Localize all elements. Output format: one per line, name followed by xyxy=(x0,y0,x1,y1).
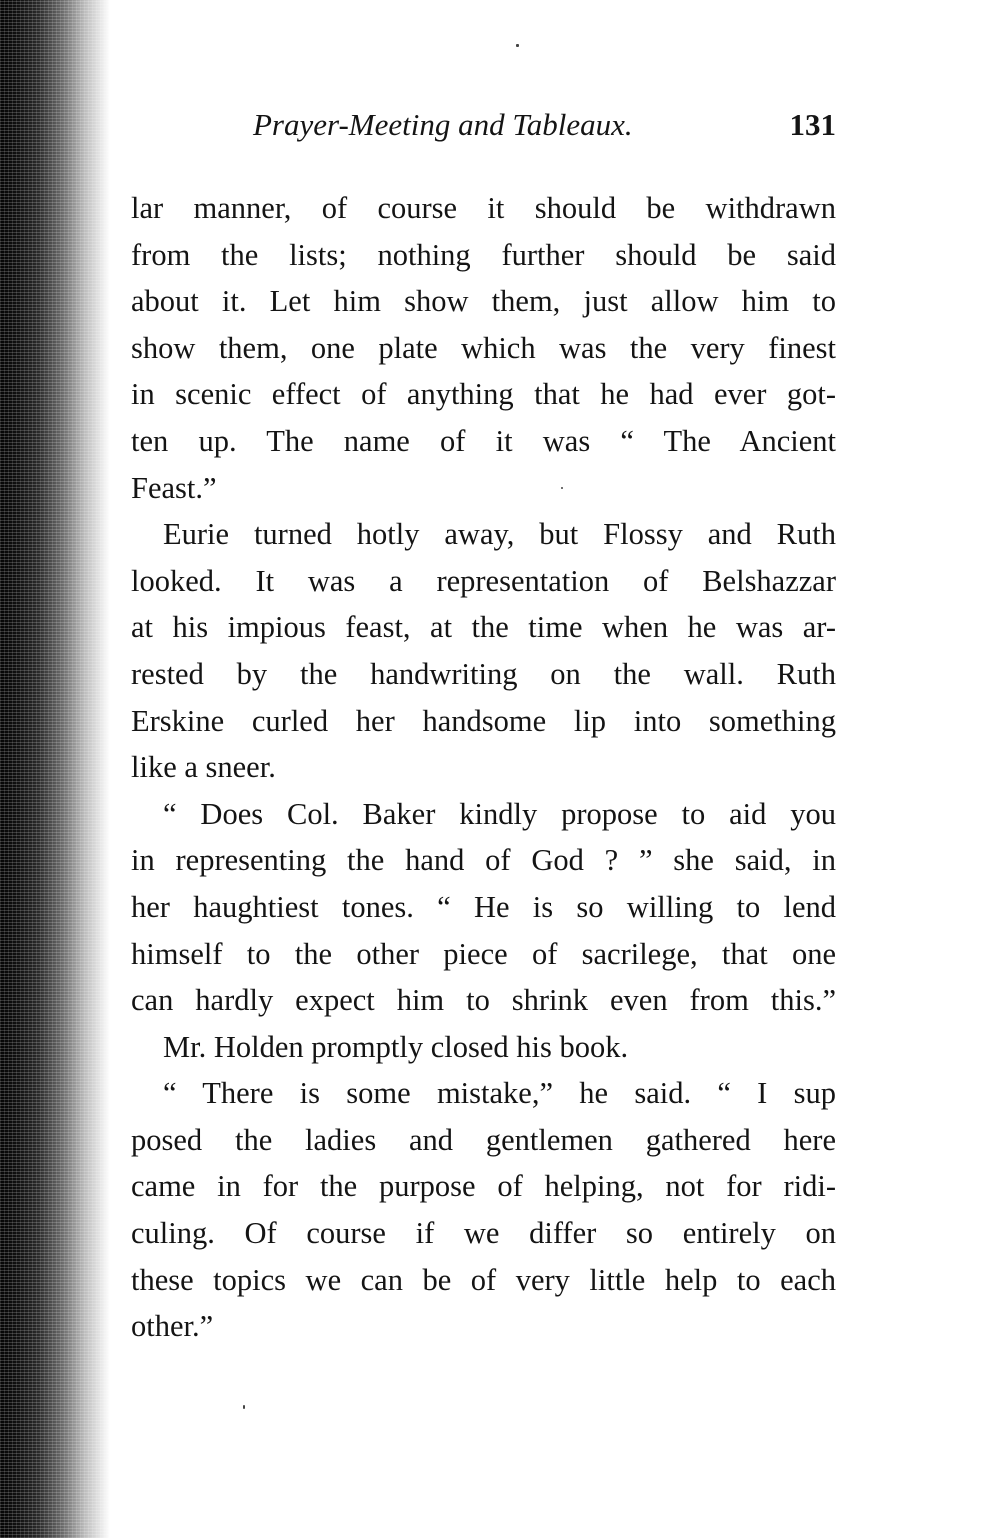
print-speck xyxy=(561,487,563,489)
print-speck xyxy=(243,1405,245,1409)
binding-shadow xyxy=(0,0,110,1538)
paragraph xyxy=(131,1070,836,1350)
text-line: Feast.” xyxy=(131,470,217,505)
body-text xyxy=(131,185,836,1350)
paragraph xyxy=(131,511,836,791)
text-line: show them, one plate which was the very finest xyxy=(131,330,836,365)
text-line: “ There is some mistake,” he said. “ I sup xyxy=(163,1076,836,1111)
page-number: 131 xyxy=(789,107,836,142)
text-line: Eurie turned hotly away, but Flossy and Ruth xyxy=(163,517,836,552)
text-line: about it. Let him show them, just allow him to xyxy=(131,284,836,319)
text-line: “ Does Col. Baker kindly propose to aid you xyxy=(163,796,836,831)
text-line: himself to the other piece of sacrilege, that one xyxy=(131,936,836,971)
text-line: these topics we can be of very little help to each xyxy=(131,1262,836,1297)
text-line: Mr. Holden promptly closed his book. xyxy=(163,1029,629,1064)
paragraph xyxy=(131,791,836,1024)
text-line: posed the ladies and gentlemen gathered here xyxy=(131,1122,836,1157)
page-header xyxy=(130,105,836,155)
text-line: her haughtiest tones. “ He is so willing to lend xyxy=(131,889,836,924)
running-head: Prayer-Meeting and Tableaux. xyxy=(253,107,633,142)
text-line: came in for the purpose of helping, not for ridi- xyxy=(131,1169,836,1204)
text-line: culing. Of course if we differ so entirely on xyxy=(131,1216,836,1251)
text-line: ten up. The name of it was “ The Ancient xyxy=(131,423,836,458)
print-speck xyxy=(516,44,519,47)
text-line: from the lists; nothing further should be said xyxy=(131,237,836,272)
paragraph xyxy=(131,1024,836,1071)
text-line: Erskine curled her handsome lip into something xyxy=(131,703,836,738)
text-line: in scenic effect of anything that he had ever got- xyxy=(131,377,836,412)
text-line: in representing the hand of God ? ” she said, in xyxy=(131,843,836,878)
text-line: at his impious feast, at the time when he was ar- xyxy=(131,610,836,645)
text-line: rested by the handwriting on the wall. Ruth xyxy=(131,656,836,691)
text-line: looked. It was a representation of Belshazzar xyxy=(131,563,836,598)
text-line: like a sneer. xyxy=(131,750,276,785)
text-line: lar manner, of course it should be withdrawn xyxy=(131,191,836,225)
paragraph xyxy=(131,185,836,511)
text-line: can hardly expect him to shrink even from this.” xyxy=(131,983,836,1018)
text-line: other.” xyxy=(131,1309,214,1344)
